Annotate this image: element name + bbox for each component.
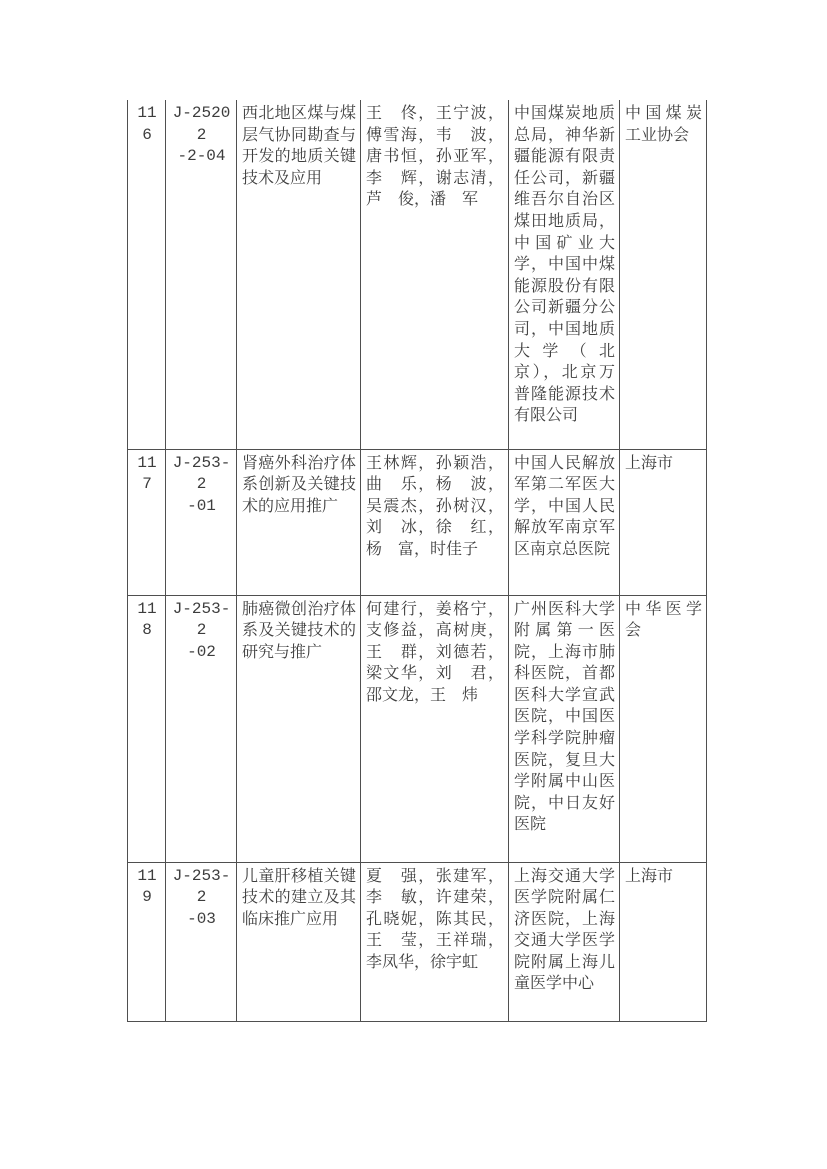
- cell-project-title: 西北地区煤与煤层气协同勘查与开发的地质关键技术及应用: [237, 100, 361, 449]
- cell-row-number: 118: [128, 595, 166, 862]
- cell-people: 王 佟，王宁波，傅雪海，韦 波，唐书恒，孙亚军，李 辉，谢志清，芦 俊，潘 军: [361, 100, 509, 449]
- table-row: [128, 449, 707, 595]
- cell-recommender: 中国煤炭工业协会: [620, 100, 707, 449]
- project-code-line: -2-04: [177, 147, 226, 166]
- cell-recommender: 中华医学会: [620, 595, 707, 862]
- cell-people: 王林辉，孙颖浩，曲 乐，杨 波，吴震杰，孙树汉，刘 冰，徐 红，杨 富，时佳子: [361, 449, 509, 595]
- project-code-line: J-253-2: [172, 453, 231, 494]
- project-code-line: -03: [187, 909, 216, 928]
- project-code-line: J-25202: [172, 104, 231, 144]
- cell-row-number: 116: [128, 100, 166, 449]
- cell-row-number: 117: [128, 449, 166, 595]
- cell-institutions: 中国煤炭地质总局，神华新疆能源有限责任公司，新疆维吾尔自治区煤田地质局，中国矿业大学，中国中煤能源股份有限公司新疆分公司，中国地质大学（北京），北京万普隆能源技术有限公司: [509, 100, 620, 449]
- cell-project-code: [166, 100, 237, 449]
- table-row: [128, 595, 707, 862]
- project-code-line: J-253-2: [172, 599, 231, 640]
- cell-institutions: 广州医科大学附属第一医院，上海市肺科医院，首都医科大学宣武医院，中国医学科学院肿瘤医院，复旦大学附属中山医院，中日友好医院: [509, 595, 620, 862]
- project-code-line: J-253-2: [172, 866, 231, 907]
- cell-recommender: 上海市: [620, 449, 707, 595]
- cell-recommender: 上海市: [620, 862, 707, 1021]
- table-row: [128, 862, 707, 1021]
- cell-people: 何建行，姜格宁，支修益，高树庚，王 群，刘德若，梁文华，刘 君，邵文龙，王 炜: [361, 595, 509, 862]
- cell-project-code: [166, 595, 237, 862]
- cell-project-code: [166, 862, 237, 1021]
- cell-institutions: 上海交通大学医学院附属仁济医院，上海交通大学医学院附属上海儿童医学中心: [509, 862, 620, 1021]
- cell-project-title: 肾癌外科治疗体系创新及关键技术的应用推广: [237, 449, 361, 595]
- project-code-line: -02: [187, 642, 216, 661]
- cell-row-number: 119: [128, 862, 166, 1021]
- cell-institutions: 中国人民解放军第二军医大学，中国人民解放军南京军区南京总医院: [509, 449, 620, 595]
- cell-people: 夏 强，张建军，李 敏，许建荣，孔晓妮，陈其民，王 莹，王祥瑞，李凤华，徐宇虹: [361, 862, 509, 1021]
- cell-project-code: [166, 449, 237, 595]
- project-code-line: -01: [187, 496, 216, 515]
- table-row: [128, 100, 707, 449]
- award-projects-table: [127, 100, 707, 1022]
- cell-project-title: 儿童肝移植关键技术的建立及其临床推广应用: [237, 862, 361, 1021]
- cell-project-title: 肺癌微创治疗体系及关键技术的研究与推广: [237, 595, 361, 862]
